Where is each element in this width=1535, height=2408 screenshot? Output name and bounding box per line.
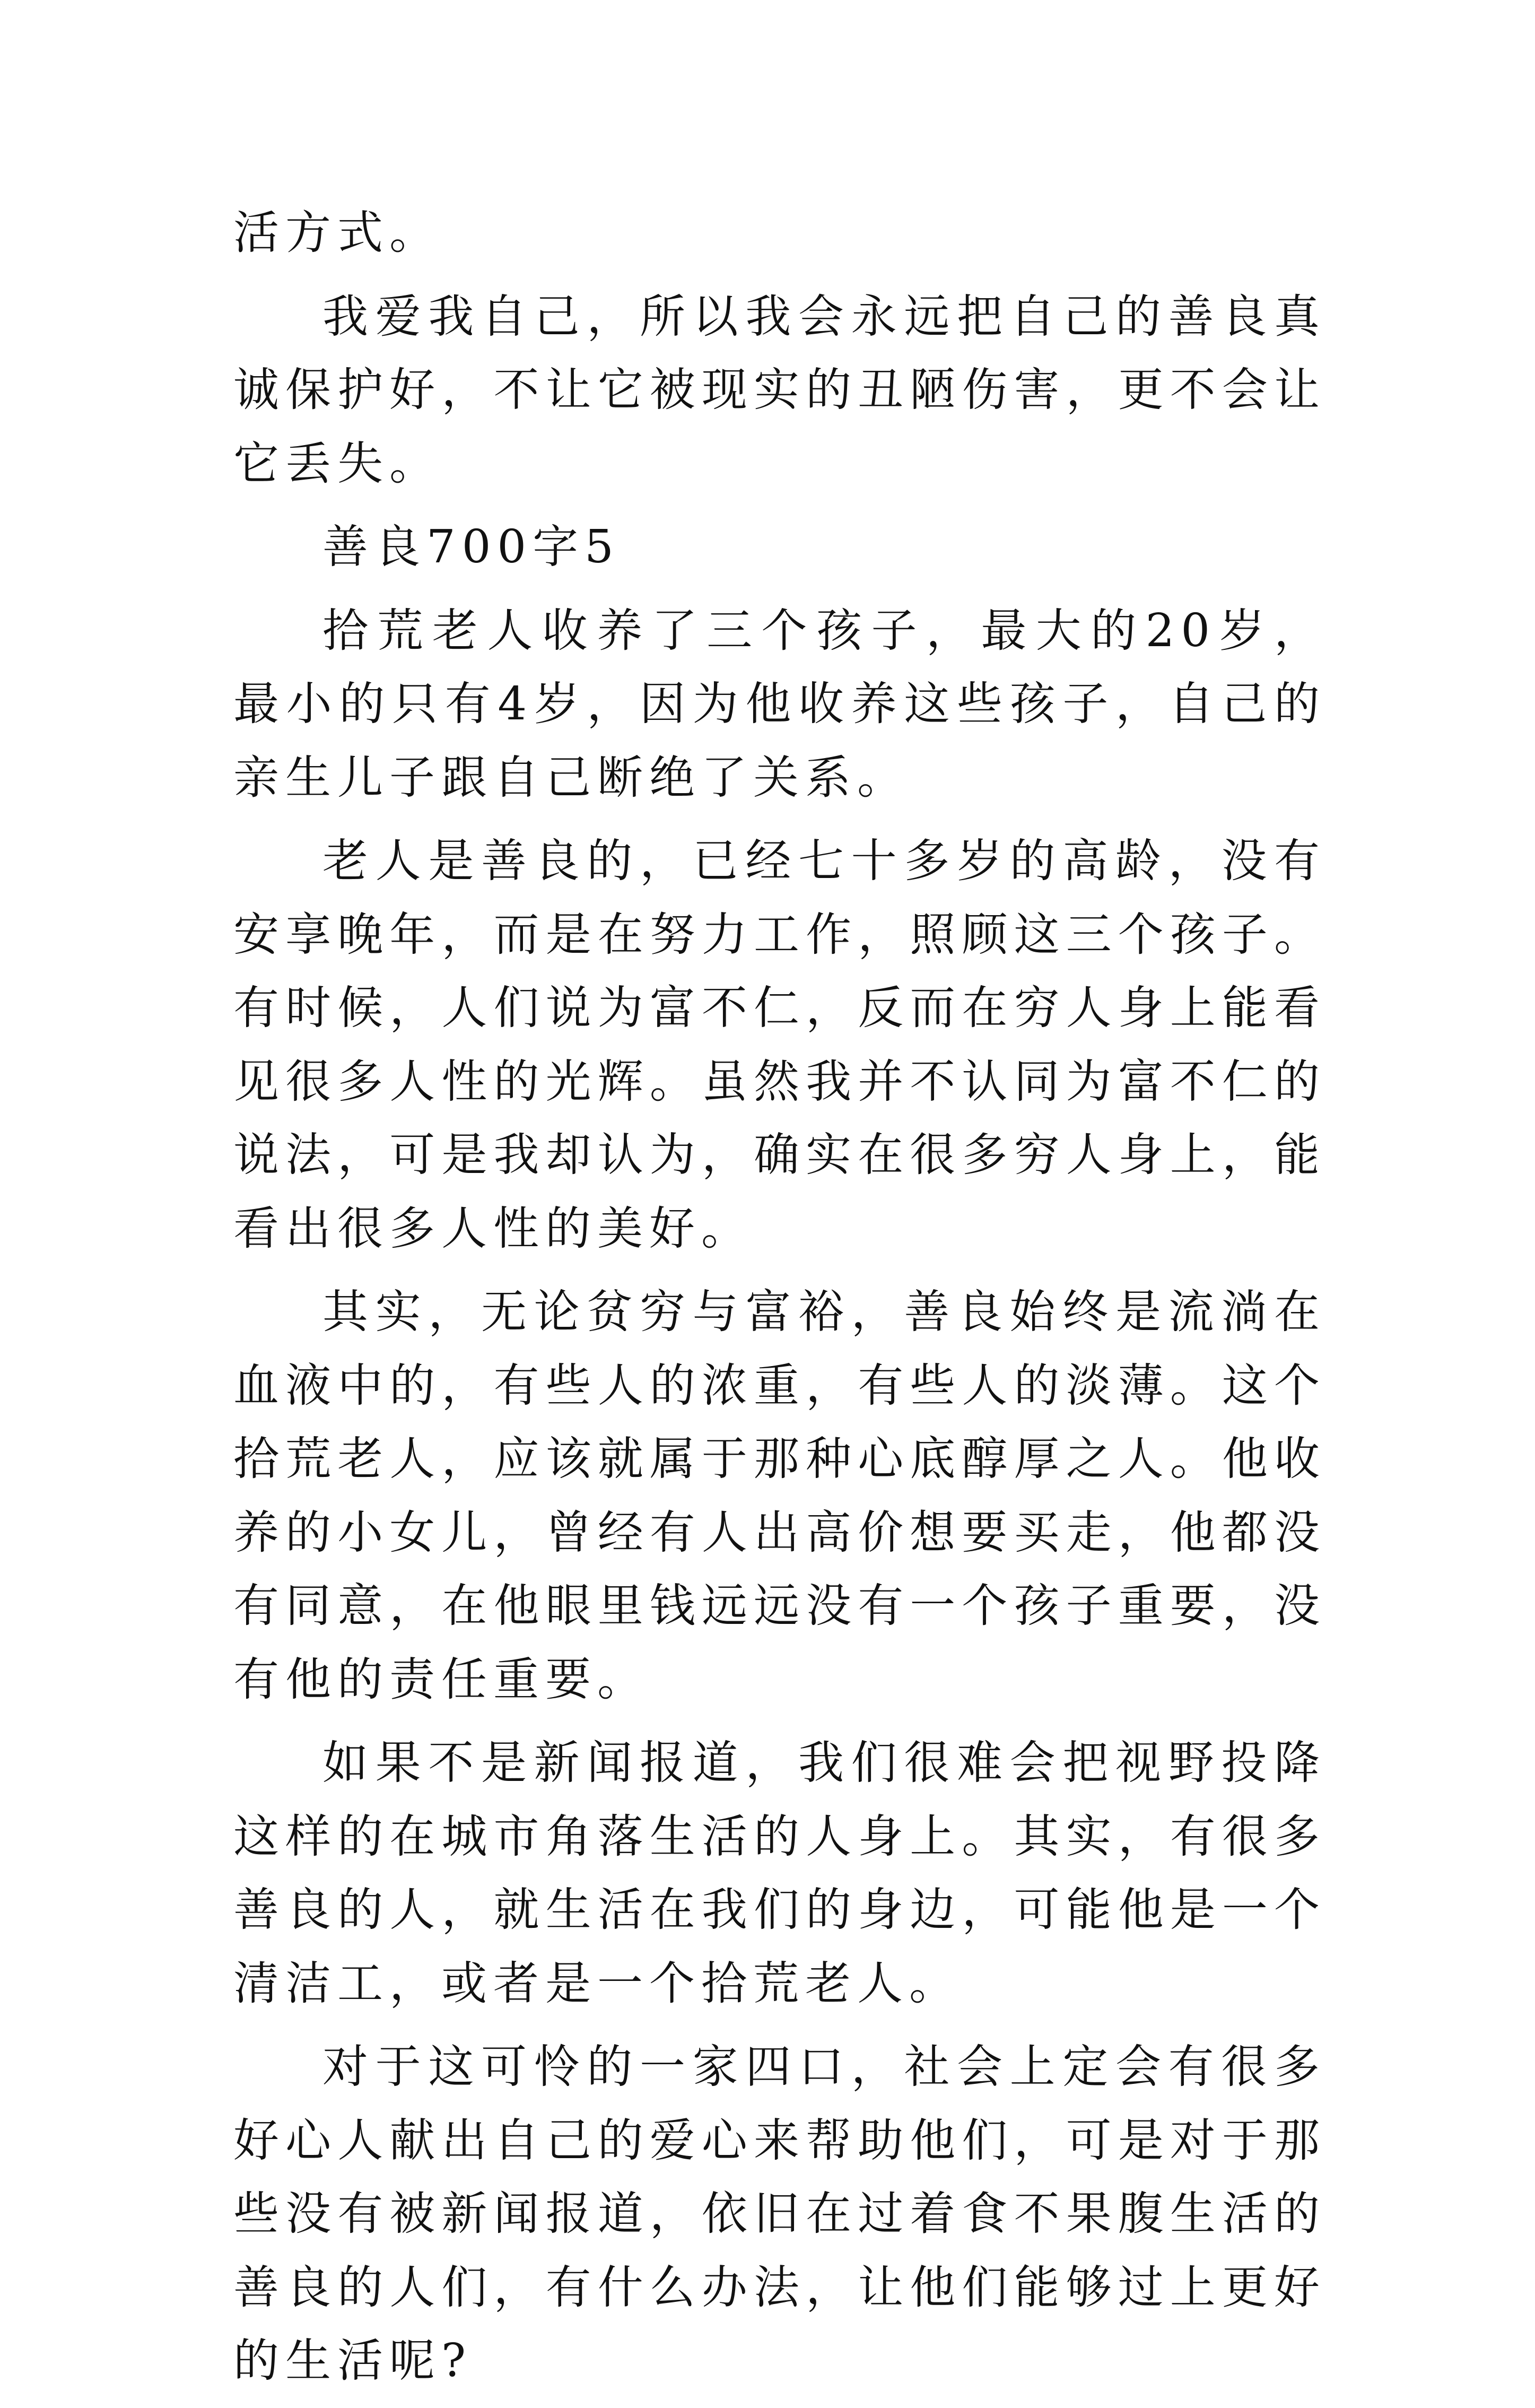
paragraph-continuation: 活方式。	[233, 206, 441, 259]
paragraph-self-love: 我爱我自己，所以我会永远把自己的善良真诚保护好，不让它被现实的丑陋伤害，更不会让它丢失。	[233, 290, 1326, 490]
section-heading: 善良700字5	[322, 520, 620, 573]
document-body	[233, 196, 1326, 2408]
paragraph-elder-kindness: 老人是善良的，已经七十多岁的高龄，没有安享晚年，而是在努力工作，照顾这三个孩子。有时候，人们说为富不仁，反而在穷人身上能看见很多人性的光辉。虽然我并不认同为富不仁的说法，可是我却认为，确实在很多穷人身上，能看出很多人性的美好。	[233, 834, 1326, 1255]
paragraph-news-report: 如果不是新闻报道，我们很难会把视野投降这样的在城市角落生活的人身上。其实，有很多善良的人，就生活在我们的身边，可能他是一个清洁工，或者是一个拾荒老人。	[233, 1736, 1326, 2010]
paragraph-help-question: 对于这可怜的一家四口，社会上定会有很多好心人献出自己的爱心来帮助他们，可是对于那些没有被新闻报道，依旧在过着食不果腹生活的善良的人们，有什么办法，让他们能够过上更好的生活呢?	[233, 2040, 1326, 2387]
paragraph-kindness-in-blood: 其实，无论贫穷与富裕，善良始终是流淌在血液中的，有些人的浓重，有些人的淡薄。这个拾荒老人，应该就属于那种心底醇厚之人。他收养的小女儿，曾经有人出高价想要买走，他都没有同意，在他眼里钱远远没有一个孩子重要，没有他的责任重要。	[233, 1285, 1326, 1706]
paragraph-scavenger-adoption: 拾荒老人收养了三个孩子，最大的20岁，最小的只有4岁，因为他收养这些孩子，自己的亲生儿子跟自己断绝了关系。	[233, 604, 1326, 804]
